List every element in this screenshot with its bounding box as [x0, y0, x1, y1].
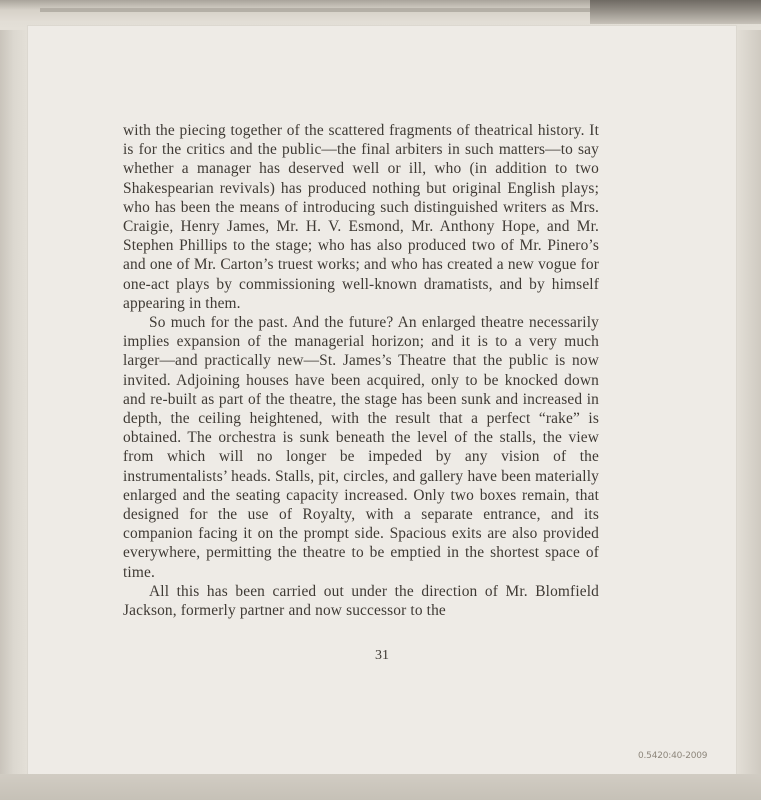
paragraph: with the piecing together of the scattered fragments of theatrical history. It is for the critics and the public—the final arbiters in such matters—to say whether a manager has deserved well or ill, who (in addition to two Shakespearian revivals) has produced nothing but original English plays; who has been the means of introducing such distinguished writers as Mrs. Craigie, Henry James, Mr. H. V. Esmond, Mr. Anthony Hope, and Mr. Stephen Phillips to the stage; who has also produced two of Mr. Pinero’s and one of Mr. Carton’s truest works; and who has created a new vogue for one-act plays by commissioning well-known dramatists, and by himself appearing in them. — [123, 122, 599, 312]
binding-shadow — [590, 0, 761, 24]
page-number: 31 — [375, 648, 389, 663]
paragraph: All this has been carried out under the direction of Mr. Blomfield Jackson, formerly partner and now successor to the — [123, 582, 599, 620]
scan-bottom-edge — [0, 774, 761, 800]
paragraph: So much for the past. And the future? An enlarged theatre necessarily implies expansion of the managerial horizon; and it is to a very much larger—and practically new—St. James’s Theatre that the public is now invited. Adjoining houses have been acquired, only to be knocked down and re-built as part of the theatre, the stage has been sunk and increased in depth, the ceiling heightened, with the result that a perfect “rake” is obtained. The orchestra is sunk beneath the level of the stalls, the view from which will no longer be impeded by any vision of the instrumentalists’ heads. Stalls, pit, circles, and gallery have been materially enlarged and the seating capacity increased. Only two boxes remain, that designed for the use of Royalty, with a separate entrance, and its companion facing it on the prompt side. Spacious exits are also provided everywhere, permitting the theatre to be emptied in the shortest space of time. — [123, 314, 599, 581]
book-page — [28, 26, 736, 774]
body-text — [123, 121, 599, 620]
catalog-mark: 0.5420:40-2009 — [638, 751, 708, 761]
